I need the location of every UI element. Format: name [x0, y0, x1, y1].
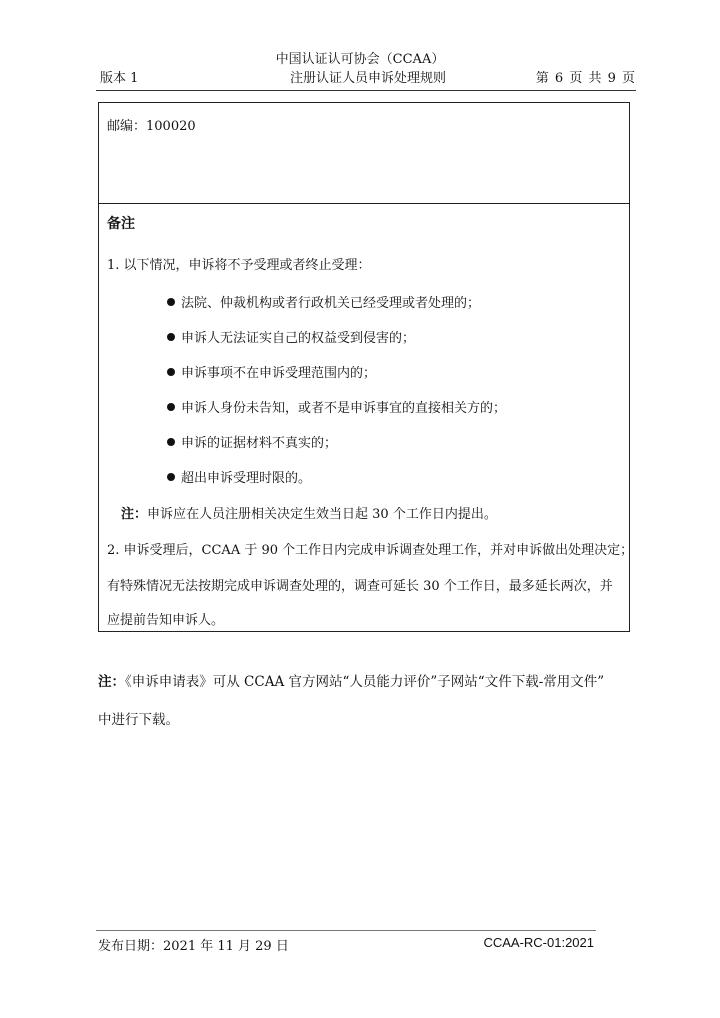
- footer-divider: [96, 930, 596, 931]
- list-item: [167, 292, 480, 311]
- postcode-text: 邮编：100020: [107, 119, 196, 134]
- footnote-line1: 《申诉申请表》可从 CCAA 官方网站“人员能力评价”子网站“文件下载-常用文件”: [125, 674, 605, 690]
- bullet-icon: [167, 473, 175, 481]
- item2-line: 有特殊情况无法按期完成申诉调查处理的，调查可延长 30 个工作日，最多延长两次，并: [107, 579, 613, 594]
- list-item: [167, 362, 376, 381]
- bullet-text: 申诉事项不在申诉受理范围内的；: [181, 366, 377, 381]
- header-divider: [96, 90, 636, 91]
- download-note: [98, 670, 604, 690]
- note-text: 申诉应在人员注册相关决定生效当日起 30 个工作日内提出。: [147, 507, 497, 522]
- bullet-text: 申诉人身份未告知，或者不是申诉事宜的直接相关方的；: [181, 401, 507, 416]
- note-line: [121, 503, 497, 522]
- list-item: [167, 397, 506, 416]
- page-info: 第 6 页 共 9 页: [535, 71, 636, 86]
- item2-line: 2. 申诉受理后，CCAA 于 90 个工作日内完成申诉调查处理工作，并对申诉做出处理决定；: [107, 543, 634, 558]
- item2-line: 应提前告知申诉人。: [107, 613, 225, 628]
- table-divider: [99, 203, 629, 204]
- document-title: 注册认证人员申诉处理规则: [289, 71, 446, 86]
- list-item: [167, 467, 311, 486]
- footnote-label: 注：: [98, 674, 125, 690]
- bullet-text: 法院、仲裁机构或者行政机关已经受理或者处理的；: [181, 296, 481, 311]
- version-label: 版本 1: [100, 71, 139, 86]
- item1-intro: 1. 以下情况，申诉将不予受理或者终止受理：: [107, 258, 371, 273]
- note-label: 注：: [121, 507, 148, 522]
- publish-date: 发布日期：2021 年 11 月 29 日: [98, 939, 289, 954]
- header-row: [100, 67, 636, 87]
- list-item: [167, 432, 337, 451]
- header-organization: 中国认证认可协会（CCAA）: [275, 52, 445, 67]
- bullet-icon: [167, 438, 175, 446]
- bullet-icon: [167, 298, 175, 306]
- remarks-heading: 备注: [107, 216, 135, 232]
- bullet-text: 超出申诉受理时限的。: [181, 471, 312, 486]
- bullet-text: 申诉的证据材料不真实的；: [181, 436, 338, 451]
- list-item: [167, 327, 415, 346]
- footnote-line2: 中进行下载。: [98, 712, 179, 728]
- document-code: CCAA-RC-01:2021: [483, 935, 594, 950]
- remarks-table: [98, 102, 634, 632]
- bullet-icon: [167, 403, 175, 411]
- bullet-icon: [167, 368, 175, 376]
- bullet-text: 申诉人无法证实自己的权益受到侵害的；: [181, 331, 416, 346]
- bullet-icon: [167, 333, 175, 341]
